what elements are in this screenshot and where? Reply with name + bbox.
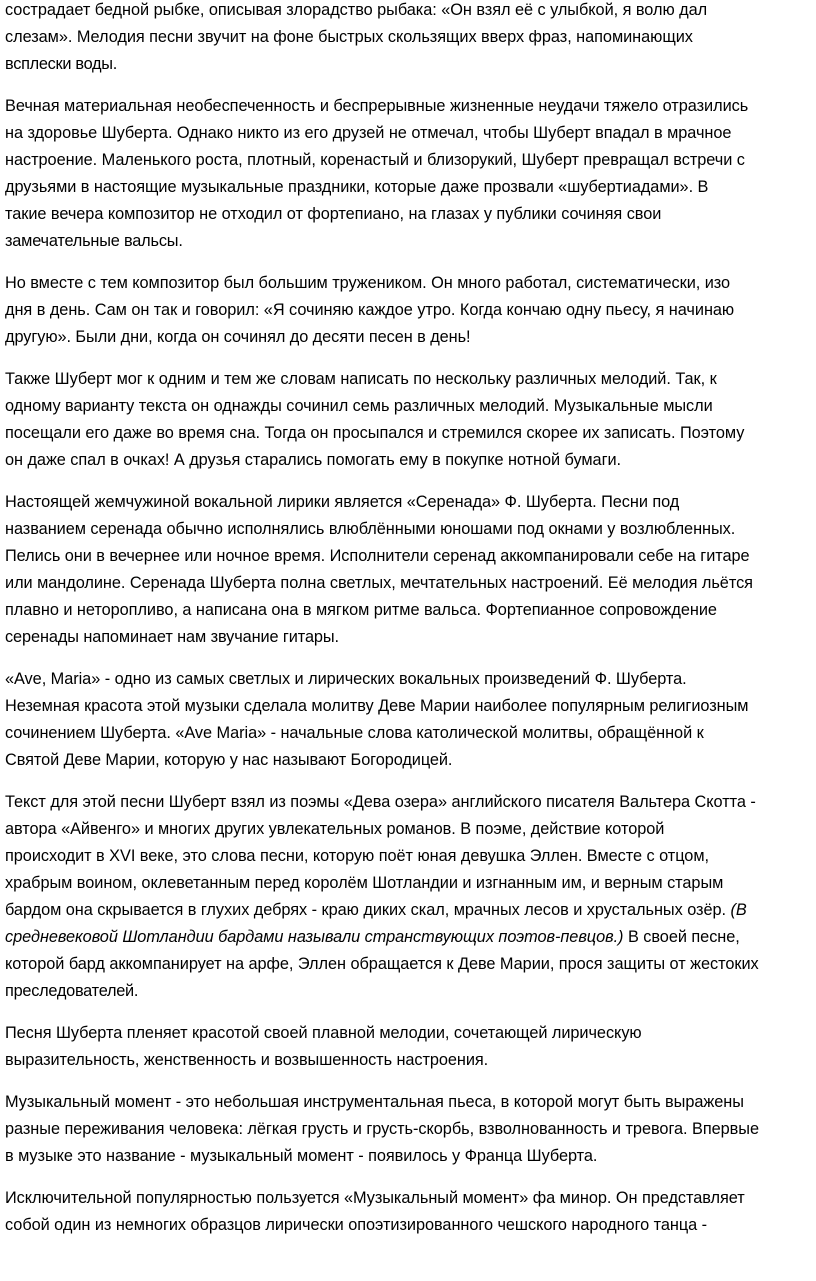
text-line: собой один из немногих образцов лирически опоэтизированного чешского народного танца - xyxy=(5,1216,708,1234)
paragraph-ave-maria xyxy=(5,666,816,774)
document-page xyxy=(5,0,816,1254)
text-line: Текст для этой песни Шуберт взял из поэмы «Дева озера» английского писателя Вальтера Скотта - xyxy=(5,793,756,811)
text-line: которой бард аккомпанирует на арфе, Эллен обращается к Деве Марии, прося защиты от жестоких xyxy=(5,955,759,973)
text-line: в музыке это название - музыкальный момент - появилось у Франца Шуберта. xyxy=(5,1147,598,1165)
italic-note-start: (В xyxy=(730,901,747,919)
text-line: серенады напоминает нам звучание гитары. xyxy=(5,628,339,646)
paragraph-fish-song xyxy=(5,0,816,78)
italic-note: средневековой Шотландии бардами называли странствующих поэтов-певцов.) xyxy=(5,928,624,946)
text-line: автора «Айвенго» и многих других увлекательных романов. В поэме, действие которой xyxy=(5,820,665,838)
text-line: Песня Шуберта пленяет красотой своей плавной мелодии, сочетающей лирическую xyxy=(5,1024,642,1042)
text-line: одному варианту текста он однажды сочинил семь различных мелодий. Музыкальные мысли xyxy=(5,397,713,415)
text-line: он даже спал в очках! А друзья старались помогать ему в покупке нотной бумаги. xyxy=(5,451,622,469)
paragraph-serenade xyxy=(5,489,816,651)
text-line: такие вечера композитор не отходил от фортепиано, на глазах у публики сочиняя свои xyxy=(5,205,662,223)
text-line: всплески воды. xyxy=(5,55,117,73)
text-line: другую». Были дни, когда он сочинял до десяти песен в день! xyxy=(5,328,471,346)
text-line: слезам». Мелодия песни звучит на фоне быстрых скользящих вверх фраз, напоминающих xyxy=(5,28,693,46)
text-line: или мандолине. Серенада Шуберта полна светлых, мечтательных настроений. Её мелодия льётся xyxy=(5,574,753,592)
text-line: Вечная материальная необеспеченность и беспрерывные жизненные неудачи тяжело отразились xyxy=(5,97,749,115)
text-line: Неземная красота этой музыки сделала молитву Деве Марии наиболее популярным религиозным xyxy=(5,697,749,715)
paragraph-melodies xyxy=(5,366,816,474)
text-line: дня в день. Сам он так и говорил: «Я сочиняю каждое утро. Когда кончаю одну пьесу, я начинаю xyxy=(5,301,735,319)
text-line: преследователей. xyxy=(5,982,139,1000)
text-line: посещали его даже во время сна. Тогда он просыпался и стремился скорее их записать. Поэтому xyxy=(5,424,745,442)
paragraph-lady-of-the-lake xyxy=(5,789,816,1005)
paragraph-hard-worker xyxy=(5,270,816,351)
paragraph-song-melody xyxy=(5,1020,816,1074)
text-line: Настоящей жемчужиной вокальной лирики является «Серенада» Ф. Шуберта. Песни под xyxy=(5,493,680,511)
text-line: Также Шуберт мог к одним и тем же словам написать по нескольку различных мелодий. Так, к xyxy=(5,370,717,388)
paragraph-poverty xyxy=(5,93,816,255)
text-line: «Ave, Maria» - одно из самых светлых и лирических вокальных произведений Ф. Шуберта. xyxy=(5,670,687,688)
text-line: разные переживания человека: лёгкая грусть и грусть-скорбь, взволнованность и тревога. Впервые xyxy=(5,1120,760,1138)
text-line: Музыкальный момент - это небольшая инструментальная пьеса, в которой могут быть выражены xyxy=(5,1093,744,1111)
text-line: Пелись они в вечернее или ночное время. Исполнители серенад аккомпанировали себе на гитаре xyxy=(5,547,750,565)
text-line: на здоровье Шуберта. Однако никто из его друзей не отмечал, чтобы Шуберт впадал в мрачное xyxy=(5,124,732,142)
paragraph-musical-moment xyxy=(5,1089,816,1170)
text-line: Исключительной популярностью пользуется «Музыкальный момент» фа минор. Он представляет xyxy=(5,1189,745,1207)
text-line: замечательные вальсы. xyxy=(5,232,183,250)
text-line: храбрым воином, оклеветанным перед королём Шотландии и изгнанным им, и верным старым xyxy=(5,874,724,892)
text-line: сострадает бедной рыбке, описывая злорадство рыбака: «Он взял её с улыбкой, я волю дал xyxy=(5,1,708,19)
text-line: Но вместе с тем композитор был большим тружеником. Он много работал, систематически, изо xyxy=(5,274,731,292)
text-line: названием серенада обычно исполнялись влюблёнными юношами под окнами у возлюбленных. xyxy=(5,520,736,538)
paragraph-f-minor xyxy=(5,1185,816,1239)
text-line xyxy=(5,924,813,951)
text-line: сочинением Шуберта. «Ave Maria» - начальные слова католической молитвы, обращённой к xyxy=(5,724,704,742)
text-line: плавно и неторопливо, а написана она в мягком ритме вальса. Фортепианное сопровождение xyxy=(5,601,717,619)
text-segment: В своей песне, xyxy=(623,928,740,946)
text-line: происходит в XVI веке, это слова песни, которую поёт юная девушка Эллен. Вместе с отцом, xyxy=(5,847,709,865)
text-line xyxy=(5,897,813,924)
text-line: Святой Деве Марии, которую у нас называют Богородицей. xyxy=(5,751,453,769)
text-line: выразительность, женственность и возвышенность настроения. xyxy=(5,1051,489,1069)
text-line: друзьями в настоящие музыкальные праздники, которые даже прозвали «шубертиадами». В xyxy=(5,178,709,196)
text-segment: бардом она скрывается в глухих дебрях - краю диких скал, мрачных лесов и хрустальных озёр. xyxy=(5,901,727,919)
text-line: настроение. Маленького роста, плотный, коренастый и близорукий, Шуберт превращал встречи с xyxy=(5,151,745,169)
